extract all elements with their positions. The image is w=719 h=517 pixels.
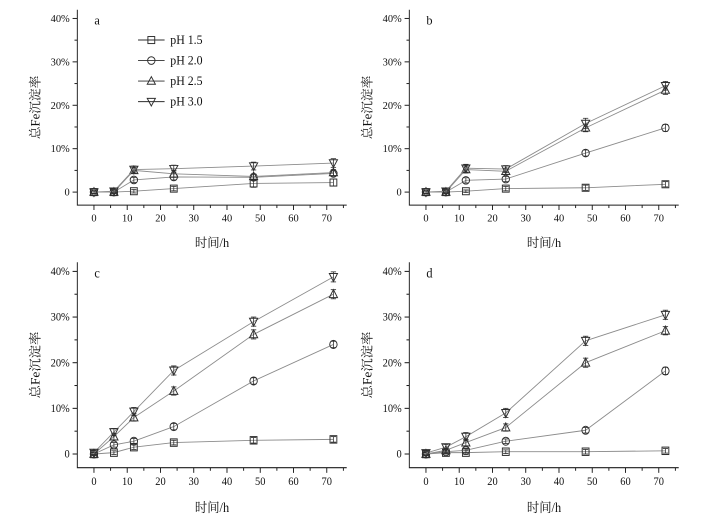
x-tick-label: 30 bbox=[520, 213, 531, 225]
triangle-up-marker bbox=[147, 77, 155, 85]
error-bar bbox=[663, 124, 668, 131]
x-tick-label: 30 bbox=[188, 475, 199, 489]
y-axis-label: 总Fe沉淀率 bbox=[360, 75, 375, 140]
series-line bbox=[94, 277, 333, 453]
x-tick-label: 60 bbox=[620, 475, 631, 489]
x-tick-label: 50 bbox=[255, 475, 266, 489]
x-tick-label: 70 bbox=[321, 475, 332, 489]
series-ph-3-0 bbox=[90, 272, 338, 457]
y-tick-label: 30% bbox=[50, 57, 70, 69]
legend-label: pH 2.5 bbox=[170, 73, 203, 89]
x-tick-label: 10 bbox=[122, 213, 133, 225]
x-tick-label: 10 bbox=[454, 213, 465, 225]
series-ph-2-0 bbox=[422, 367, 669, 458]
panel-letter: c bbox=[94, 266, 100, 281]
x-tick-label: 70 bbox=[653, 475, 664, 489]
y-tick-label: 0 bbox=[64, 187, 70, 199]
chart-panel-a bbox=[28, 0, 360, 252]
series-ph-2-0 bbox=[422, 124, 669, 196]
y-tick-label: 40% bbox=[382, 13, 402, 26]
series-ph-1-5 bbox=[91, 436, 337, 458]
legend bbox=[138, 33, 202, 109]
x-tick-label: 20 bbox=[487, 213, 498, 225]
series-ph-1-5 bbox=[91, 179, 337, 196]
x-tick-label: 60 bbox=[288, 475, 299, 489]
series-line bbox=[94, 183, 333, 193]
error-bar bbox=[663, 367, 668, 374]
subplot-a bbox=[28, 0, 360, 252]
series-line bbox=[426, 371, 665, 454]
error-bar bbox=[331, 341, 336, 347]
y-tick-label: 20% bbox=[382, 100, 402, 112]
y-tick-label: 20% bbox=[50, 357, 70, 370]
x-tick-label: 0 bbox=[423, 213, 429, 225]
error-bar bbox=[583, 150, 588, 156]
triangle-down-marker bbox=[147, 98, 155, 106]
y-tick-label: 30% bbox=[50, 311, 70, 324]
legend-label: pH 1.5 bbox=[170, 32, 203, 47]
y-tick-label: 20% bbox=[50, 100, 70, 112]
subplot-b bbox=[360, 0, 692, 252]
series-ph-2-5 bbox=[90, 290, 338, 458]
x-tick-label: 70 bbox=[321, 213, 332, 225]
y-tick-label: 40% bbox=[50, 265, 70, 279]
series-line bbox=[426, 184, 665, 192]
x-tick-label: 10 bbox=[454, 475, 465, 489]
legend-label: pH 3.0 bbox=[170, 94, 203, 109]
y-tick-label: 30% bbox=[382, 57, 402, 69]
series-line bbox=[426, 128, 665, 192]
x-tick-label: 20 bbox=[487, 475, 498, 489]
series-ph-1-5 bbox=[423, 447, 669, 458]
axes bbox=[405, 262, 679, 473]
x-tick-label: 50 bbox=[587, 213, 598, 225]
series-ph-3-0 bbox=[90, 159, 338, 197]
error-bar bbox=[171, 423, 176, 429]
series-line bbox=[94, 294, 333, 454]
x-axis-label: 时间/h bbox=[194, 235, 230, 251]
y-tick-label: 40% bbox=[50, 13, 70, 26]
x-tick-label: 50 bbox=[255, 213, 266, 225]
panel-letter: a bbox=[94, 13, 100, 28]
x-tick-label: 60 bbox=[620, 213, 631, 225]
legend-label: pH 2.0 bbox=[170, 53, 203, 68]
axes bbox=[73, 10, 347, 210]
x-tick-label: 40 bbox=[221, 475, 233, 489]
error-bar bbox=[251, 378, 256, 384]
subplot-c bbox=[28, 252, 360, 517]
y-axis-label: 总Fe沉淀率 bbox=[360, 331, 375, 399]
y-tick-label: 10% bbox=[50, 144, 70, 156]
x-tick-label: 50 bbox=[587, 475, 598, 489]
series-line bbox=[94, 344, 333, 454]
series-ph-3-0 bbox=[422, 81, 670, 196]
y-tick-label: 0 bbox=[396, 448, 402, 461]
y-tick-label: 40% bbox=[382, 265, 402, 279]
x-tick-label: 70 bbox=[653, 213, 664, 225]
chart-panel-d bbox=[360, 252, 692, 517]
y-tick-label: 30% bbox=[382, 311, 402, 324]
y-tick-label: 0 bbox=[64, 448, 70, 461]
y-tick-label: 20% bbox=[382, 357, 402, 370]
y-tick-label: 0 bbox=[396, 187, 402, 199]
series-ph-2-5 bbox=[422, 86, 670, 196]
x-tick-label: 40 bbox=[221, 213, 233, 225]
x-tick-label: 0 bbox=[91, 475, 97, 489]
chart-panel-c bbox=[28, 252, 360, 517]
panel-letter: b bbox=[426, 13, 433, 28]
y-axis-label: 总Fe沉淀率 bbox=[28, 331, 43, 399]
x-tick-label: 40 bbox=[553, 213, 565, 225]
x-axis-label: 时间/h bbox=[526, 235, 562, 251]
x-tick-label: 20 bbox=[155, 475, 166, 489]
series-ph-1-5 bbox=[423, 181, 669, 196]
series-line bbox=[426, 90, 665, 192]
axes bbox=[405, 10, 679, 210]
y-tick-label: 10% bbox=[382, 402, 402, 416]
x-tick-label: 30 bbox=[188, 213, 199, 225]
y-tick-label: 10% bbox=[382, 144, 402, 156]
series-ph-2-0 bbox=[90, 340, 337, 458]
series-line bbox=[426, 315, 665, 453]
x-axis-label: 时间/h bbox=[194, 500, 230, 515]
subplot-d bbox=[360, 252, 692, 517]
x-tick-label: 40 bbox=[553, 475, 565, 489]
x-tick-label: 30 bbox=[520, 475, 531, 489]
y-axis-label: 总Fe沉淀率 bbox=[28, 75, 43, 140]
x-tick-label: 0 bbox=[423, 475, 429, 489]
x-tick-label: 60 bbox=[288, 213, 299, 225]
x-tick-label: 0 bbox=[91, 213, 97, 225]
series-ph-2-5 bbox=[422, 326, 670, 457]
series-ph-2-5 bbox=[90, 166, 338, 195]
x-tick-label: 20 bbox=[155, 213, 166, 225]
panel-letter: d bbox=[426, 266, 433, 281]
x-tick-label: 10 bbox=[122, 475, 133, 489]
y-tick-label: 10% bbox=[50, 402, 70, 416]
x-axis-label: 时间/h bbox=[526, 500, 562, 515]
chart-panel-b bbox=[360, 0, 692, 252]
